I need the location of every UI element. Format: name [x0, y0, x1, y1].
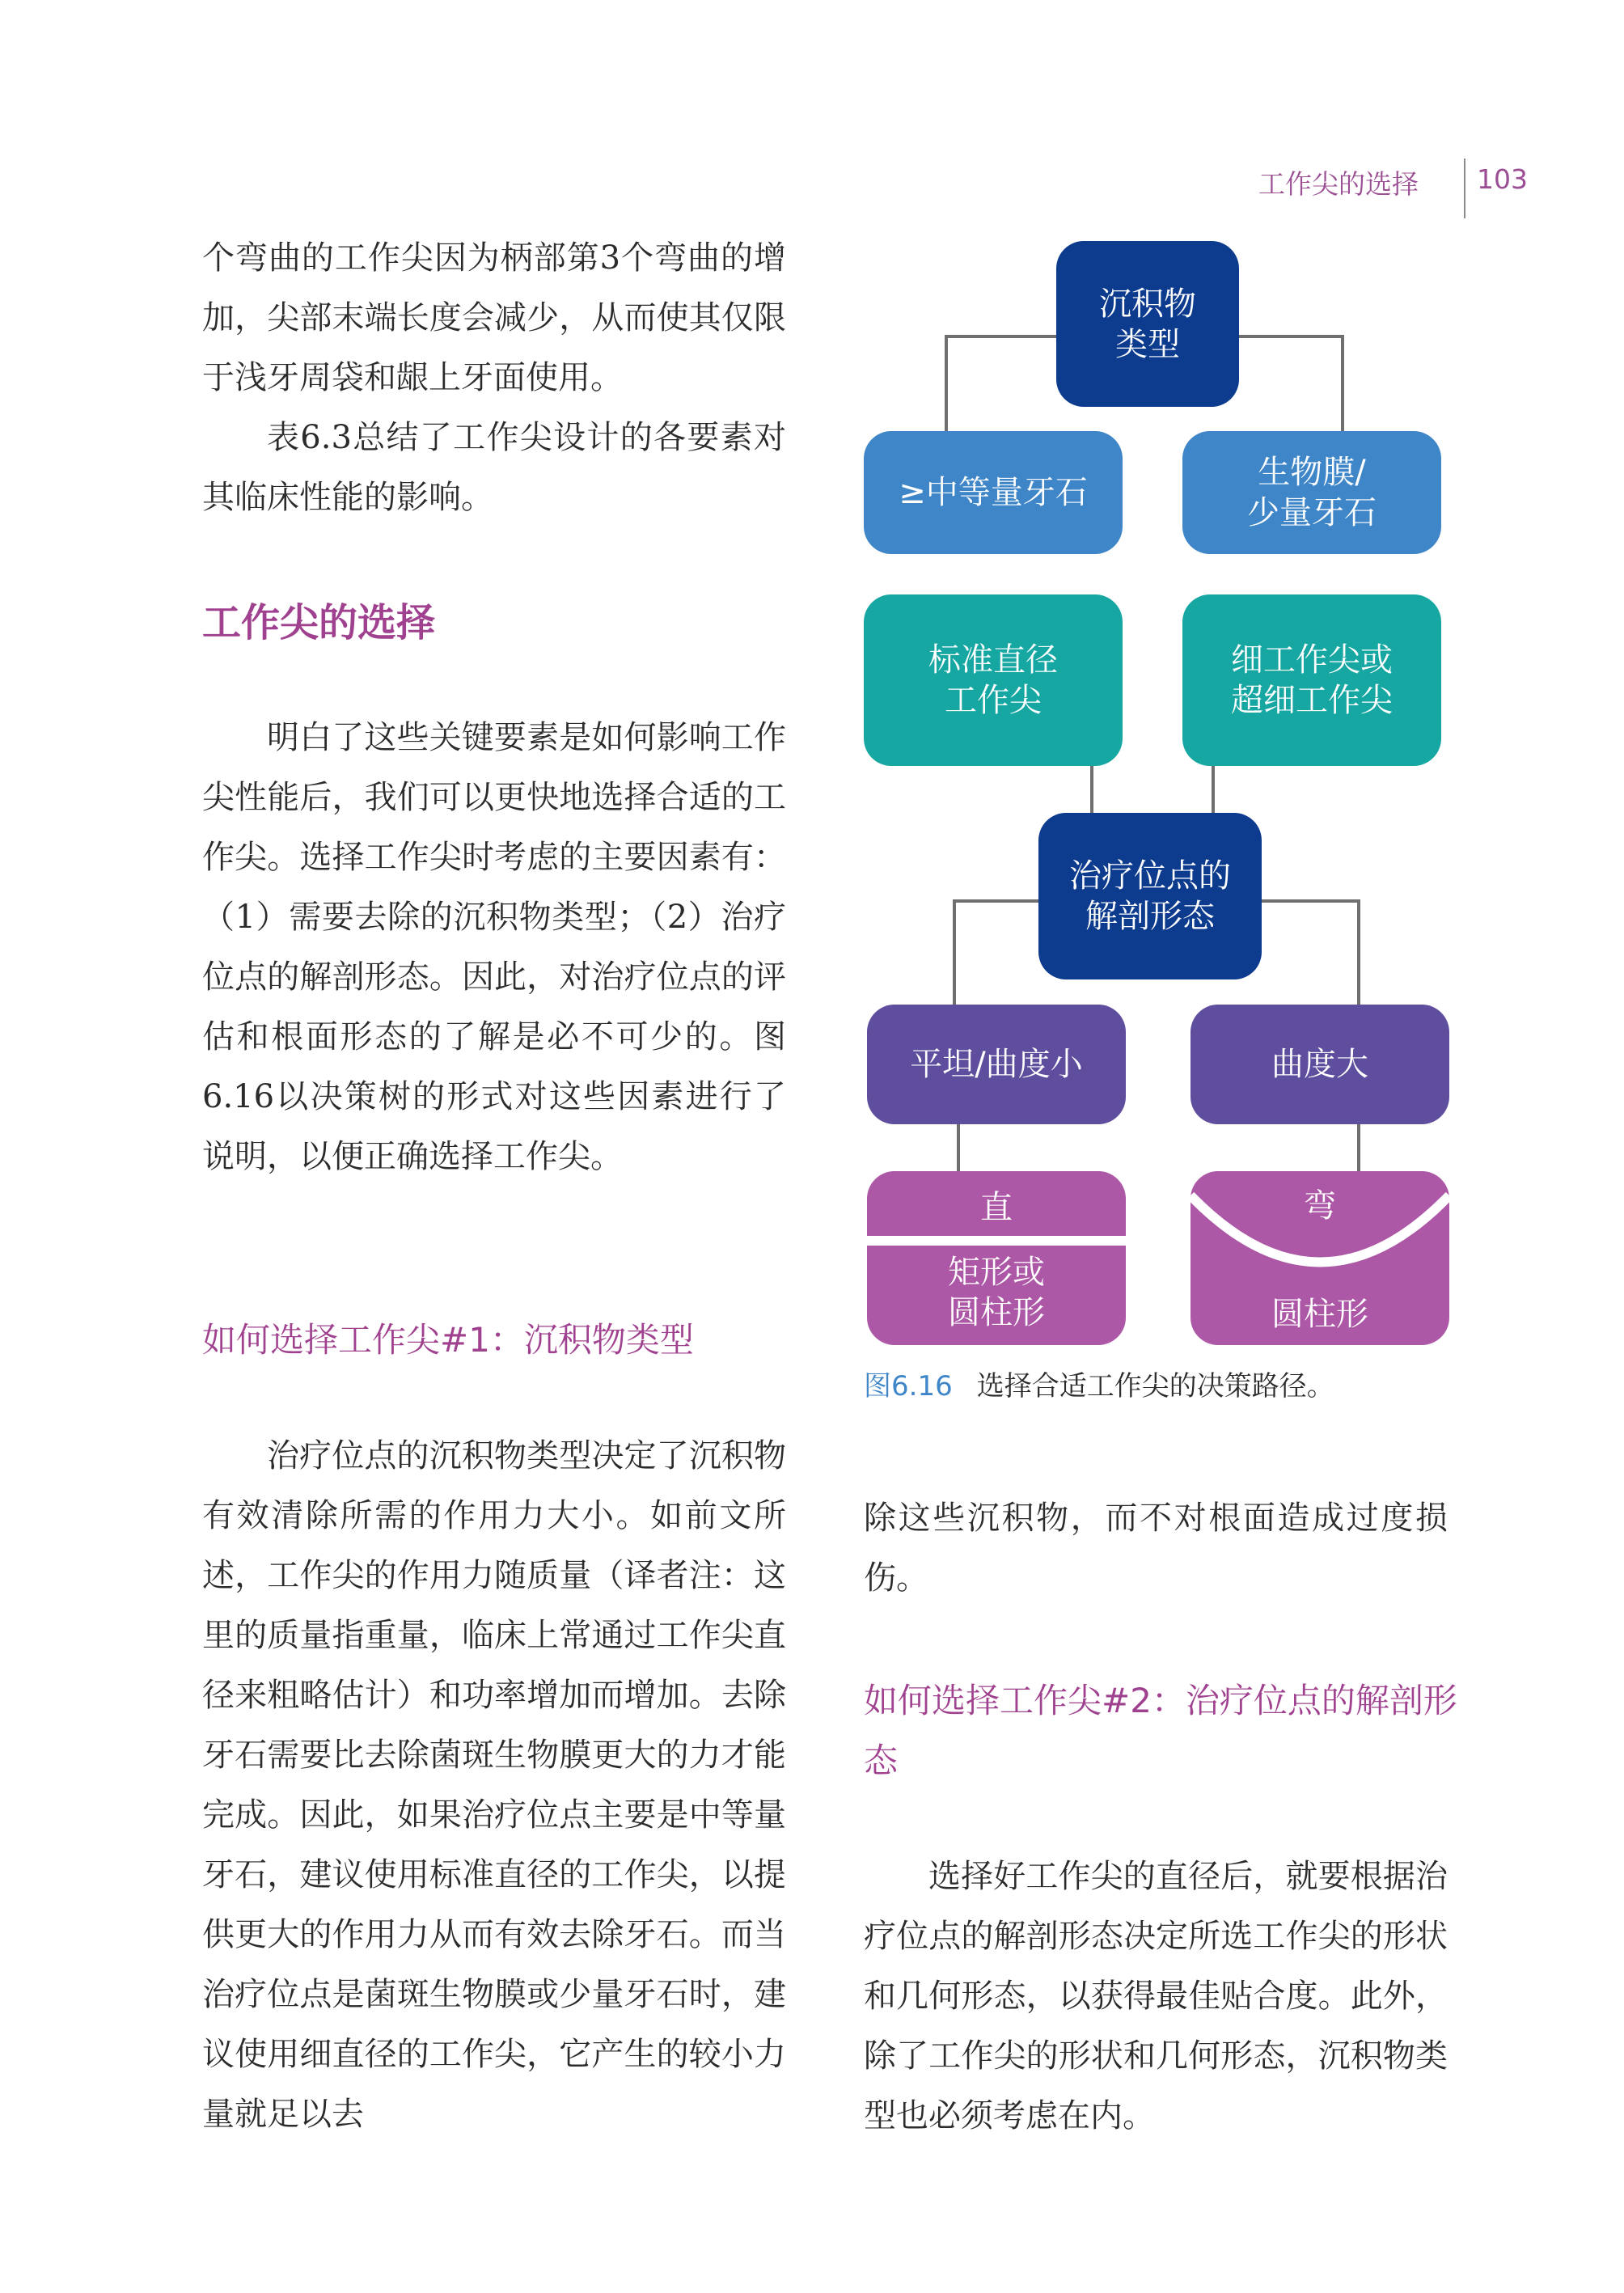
paragraph: 选择好工作尖的直径后，就要根据治疗位点的解剖形态决定所选工作尖的形状和几何形态，以获得最佳贴合度。此外，除了工作尖的形状和几何形态，沉积物类型也必须考虑在内。 — [864, 1858, 1448, 2134]
section-heading: 工作尖的选择 — [202, 600, 436, 645]
leaf-top-label: 弯 — [1304, 1187, 1336, 1225]
leaf-bottom-label: 矩形或 圆柱形 — [948, 1254, 1045, 1331]
node-label: 平坦/曲度小 — [910, 1046, 1083, 1083]
leaf-bottom-label: 圆柱形 — [1271, 1296, 1368, 1333]
right-column-body — [864, 1488, 1448, 1608]
node-moderate-calculus — [864, 431, 1123, 554]
left-column-intro — [202, 228, 786, 527]
subheading-deposit-type: 如何选择工作尖#1：沉积物类型 — [202, 1320, 694, 1360]
node-flat-low-curvature — [867, 1005, 1126, 1124]
page-number: 103 — [1477, 163, 1528, 195]
left-column-body-2 — [202, 1426, 786, 2144]
paragraph: 明白了这些关键要素是如何影响工作尖性能后，我们可以更快地选择合适的工作尖。选择工作尖时考虑的主要因素有：（1）需要去除的沉积物类型；（2）治疗位点的解剖形态。因此，对治疗位点的评估和根面形态的了解是必不可少的。图6.16以决策树的形式对这些因素进行了说明，以便正确选择工作尖。 — [202, 719, 786, 1175]
node-label: 标准直径 工作尖 — [928, 641, 1058, 719]
figure-caption — [864, 1364, 1334, 1403]
subheading-anatomy: 如何选择工作尖#2：治疗位点的解剖形态 — [864, 1681, 1457, 1780]
node-label: 细工作尖或 超细工作尖 — [1231, 641, 1393, 719]
paragraph: 除这些沉积物，而不对根面造成过度损伤。 — [864, 1500, 1448, 1597]
paragraph: 治疗位点的沉积物类型决定了沉积物有效清除所需的作用力大小。如前文所述，工作尖的作用力随质量（译者注：这里的质量指重量，临床上常通过工作尖直径来粗略估计）和功率增加而增加。去除牙石需要比去除菌斑生物膜更大的力才能完成。因此，如果治疗位点主要是中等量牙石，建议使用标准直径的工作尖，以提供更大的作用力从而有效去除牙石。而当治疗位点是菌斑生物膜或少量牙石时，建议使用细直径的工作尖，它产生的较小力量就足以去 — [202, 1437, 786, 2133]
node-label: 沉积物 类型 — [1099, 285, 1196, 363]
leaf-divider — [867, 1236, 1126, 1246]
left-column-body — [202, 708, 786, 1187]
node-slim-tip — [1182, 594, 1441, 766]
figure-caption-text: 选择合适工作尖的决策路径。 — [976, 1370, 1334, 1402]
leaf-curved-tip — [1191, 1171, 1449, 1345]
root-node-deposit-type — [1056, 241, 1239, 407]
header-divider — [1464, 159, 1465, 218]
header-section-title: 工作尖的选择 — [1258, 168, 1419, 200]
running-header — [1189, 159, 1529, 218]
leaf-straight-tip — [867, 1171, 1126, 1345]
paragraph: 个弯曲的工作尖因为柄部第3个弯曲的增加，尖部末端长度会减少，从而使其仅限于浅牙周袋和龈上牙面使用。 — [202, 239, 786, 396]
figure-label: 图6.16 — [864, 1370, 953, 1402]
node-label: 治疗位点的 解剖形态 — [1069, 857, 1231, 935]
node-standard-tip — [864, 594, 1123, 766]
decision-tree-figure — [857, 235, 1472, 1367]
paragraph: 表6.3总结了工作尖设计的各要素对其临床性能的影响。 — [202, 419, 786, 516]
right-column-body-2 — [864, 1847, 1448, 2146]
node-high-curvature — [1191, 1005, 1449, 1124]
node-label: ≥中等量牙石 — [899, 474, 1088, 511]
node-anatomy — [1038, 813, 1262, 979]
node-label: 曲度大 — [1271, 1046, 1368, 1083]
leaf-top-label: 直 — [980, 1189, 1013, 1226]
node-biofilm-light-calculus — [1182, 431, 1441, 554]
node-label: 生物膜/ 少量牙石 — [1247, 454, 1377, 531]
